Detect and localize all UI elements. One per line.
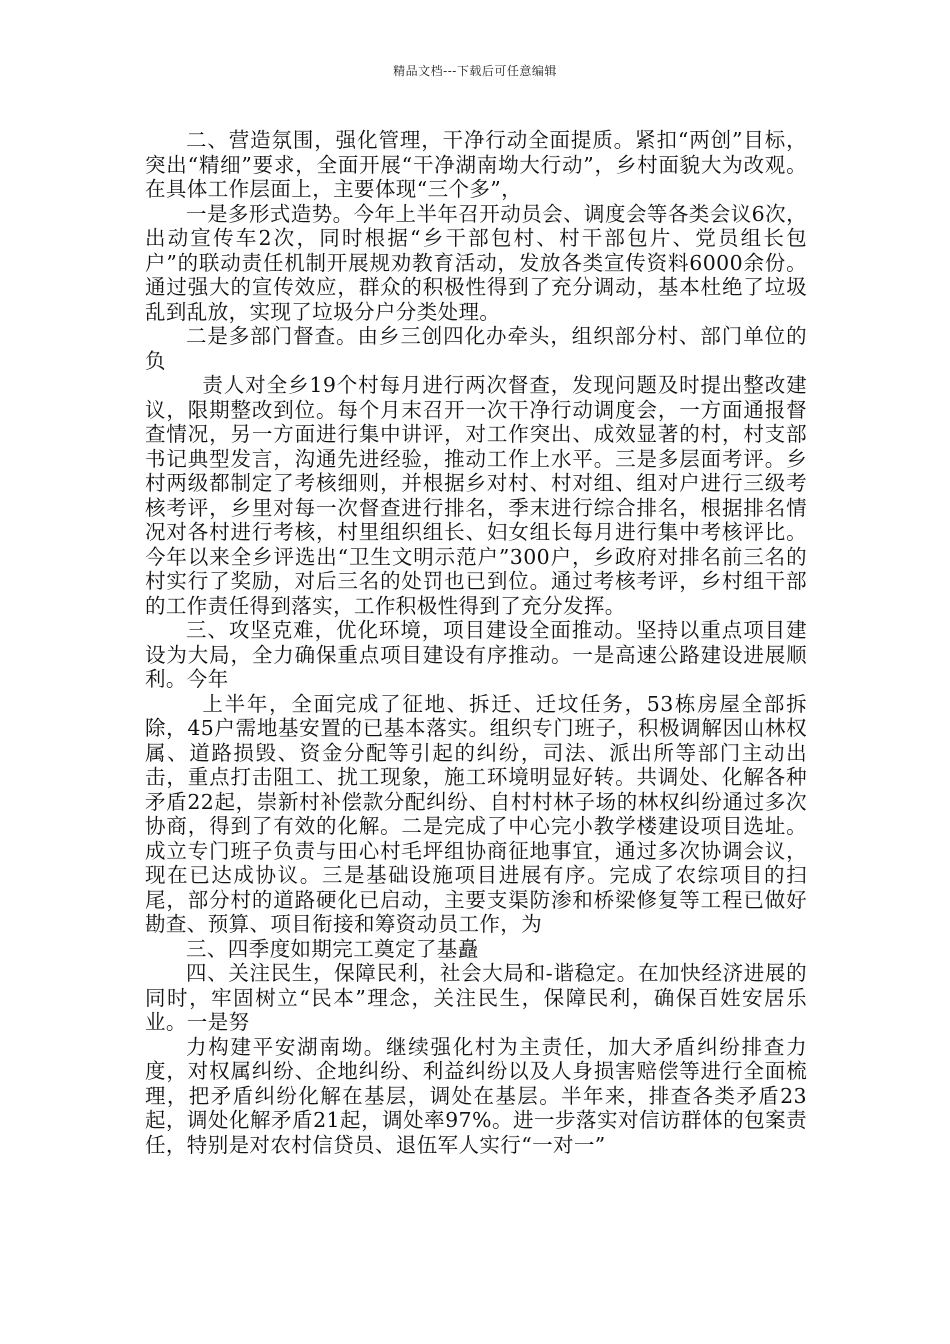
document-body bbox=[145, 128, 807, 1157]
paragraph-multi-form-publicity: 一是多形式造势。今年上半年召开动员会、调度会等各类会议6次，出动宣传车2次，同时根据“乡干部包村、村干部包片、党员组长包户”的联动责任机制开展规劝教育活动，发放各类宣传资料6000余份。通过强大的宣传效应，群众的积极性得到了充分调动，基本杜绝了垃圾乱到乱放，实现了垃圾分户分类处理。 bbox=[145, 201, 807, 324]
paragraph-q3-q4-completion: 三、四季度如期完工奠定了基矗 bbox=[186, 936, 479, 961]
paragraph-section-four-intro: 四、关注民生，保障民利，社会大局和-谐稳定。在加快经济进展的同时，牢固树立“民本”理念，关注民生，保障民利，确保百姓安居乐业。一是努 bbox=[145, 961, 807, 1034]
paragraph-inspection-continued: 责人对全乡19个村每月进行两次督查，发现问题及时提出整改建议，限期整改到位。每个月末召开一次干净行动调度会，一方面通报督查情况，另一方面进行集中讲评，对工作突出、成效显著的村，村支部书记典型发言，沟通先进经验，推动工作上水平。三是多层面考评。乡村两级都制定了考核细则，并根据乡对村、村对组、组对户进行三级考核考评，乡里对每一次督查进行排名，季末进行综合排名，根据排名情况对各村进行考核，村里组织组长、妇女组长每月进行集中考核评比。今年以来全乡评选出“卫生文明示范户”300户，乡政府对排名前三名的村实行了奖励，对后三名的处罚也已到位。通过考核考评，乡村组干部的工作责任得到落实，工作积极性得到了充分发挥。 bbox=[145, 373, 807, 618]
paragraph-project-progress: 上半年，全面完成了征地、拆迁、迁坟任务，53栋房屋全部拆除，45户需地基安置的已基本落实。组织专门班子，积极调解因山林权属、道路损毁、资金分配等引起的纠纷，司法、派出所等部门主动出击，重点打击阻工、扰工现象，施工环境明显好转。共调处、化解各种矛盾22起，崇新村补偿款分配纠纷、自村村林子场的林权纠纷通过多次协商，得到了有效的化解。二是完成了中心完小教学楼建设项目选址。成立专门班子负责与田心村毛坪组协商征地事宜，通过多次协调会议，现在已达成协议。三是基础设施项目进展有序。完成了农综项目的扫尾，部分村的道路硬化已启动，主要支渠防渗和桥梁修复等工程已做好勘查、预算、项目衔接和筹资动员工作，为 bbox=[145, 691, 807, 936]
paragraph-section-three-intro: 三、攻坚克难，优化环境，项目建设全面推动。坚持以重点项目建设为大局，全力确保重点项目建设有序推动。一是高速公路建设进展顺利。今年 bbox=[145, 618, 807, 691]
paragraph-section-two-intro: 二、营造氛围，强化管理，干净行动全面提质。紧扣“两创”目标，突出“精细”要求，全面开展“干净湖南坳大行动”，乡村面貌大为改观。在具体工作层面上，主要体现“三个多”， bbox=[145, 128, 807, 201]
paragraph-multi-department-inspection: 二是多部门督查。由乡三创四化办牵头，组织部分村、部门单位的负 bbox=[145, 324, 807, 373]
page-header-watermark: 精品文档---下载后可任意编辑 bbox=[393, 64, 557, 78]
paragraph-safe-community: 力构建平安湖南坳。继续强化村为主责任，加大矛盾纠纷排查力度，对权属纠纷、企地纠纷、利益纠纷以及人身损害赔偿等进行全面梳理，把矛盾纠纷化解在基层，调处在基层。半年来，排查各类矛盾23起，调处化解矛盾21起，调处率97%。进一步落实对信访群体的包案责任，特别是对农村信贷员、退伍军人实行“一对一” bbox=[145, 1034, 807, 1157]
